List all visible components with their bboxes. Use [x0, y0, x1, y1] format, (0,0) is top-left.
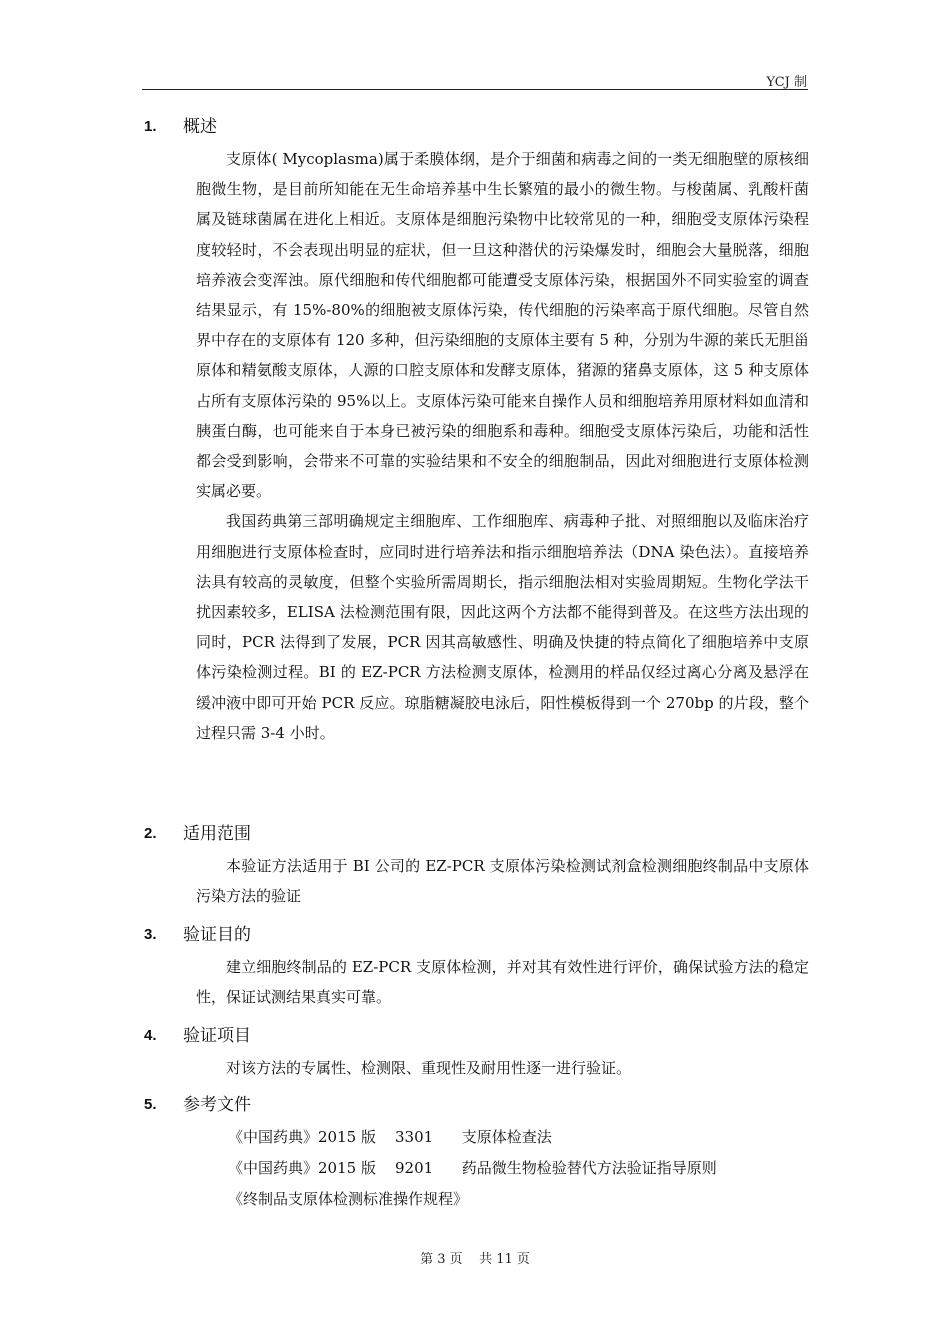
section-title: 参考文件	[183, 1095, 251, 1115]
section-number: 2.	[144, 825, 157, 842]
section-purpose	[142, 918, 812, 1012]
reference-item: 《中国药典》2015 版 9201 药品微生物检验替代方法验证指导原则	[228, 1159, 717, 1177]
paragraph: 对该方法的专属性、检测限、重现性及耐用性逐一进行验证。	[226, 1059, 632, 1077]
reference-item: 《终制品支原体检测标准操作规程》	[228, 1190, 469, 1208]
paragraph: 建立细胞终制品的 EZ-PCR 支原体检测，并对其有效性进行评价，确保试验方法的稳定性，保证试测结果真实可靠。	[196, 958, 809, 1007]
reference-item: 《中国药典》2015 版 3301 支原体检查法	[228, 1128, 552, 1146]
section-overview	[142, 110, 812, 748]
section-number: 1.	[144, 118, 157, 135]
paragraph: 支原体( Mycoplasma)属于柔膜体纲，是介于细菌和病毒之间的一类无细胞壁的原核细胞微生物，是目前所知能在无生命培养基中生长繁殖的最小的微生物。与梭菌属、乳酸杆菌属及链球菌属在进化上相近。支原体是细胞污染物中比较常见的一种，细胞受支原体污染程度较轻时，不会表现出明显的症状，但一旦这种潜伏的污染爆发时，细胞会大量脱落，细胞培养液会变浑浊。原代细胞和传代细胞都可能遭受支原体污染，根据国外不同实验室的调查结果显示，有 15%-80%的细胞被支原体污染，传代细胞的污染率高于原代细胞。尽管自然界中存在的支原体有 120 多种，但污染细胞的支原体主要有 5 种，分别为牛源的莱氏无胆甾原体和精氨酸支原体，人源的口腔支原体和发酵支原体，猪源的猪鼻支原体，这 5 种支原体占所有支原体污染的 95%以上。支原体污染可能来自操作人员和细胞培养用原材料如血清和胰蛋白酶，也可能来自于本身已被污染的细胞系和毒种。细胞受支原体污染后，功能和活性都会受到影响，会带来不可靠的实验结果和不安全的细胞制品，因此对细胞进行支原体检测实属必要。	[196, 150, 809, 501]
section-number: 5.	[144, 1096, 157, 1113]
section-number: 4.	[144, 1027, 157, 1044]
page-header: YCJ 制	[766, 75, 807, 90]
section-scope	[142, 817, 812, 911]
section-title: 验证项目	[183, 1026, 251, 1046]
section-heading	[142, 110, 812, 144]
section-title: 概述	[183, 117, 217, 137]
page-footer: 第 3 页 共 11 页	[420, 1252, 530, 1267]
section-number: 3.	[144, 926, 157, 943]
paragraph: 我国药典第三部明确规定主细胞库、工作细胞库、病毒种子批、对照细胞以及临床治疗用细胞进行支原体检查时，应同时进行培养法和指示细胞培养法（DNA 染色法）。直接培养法具有较高的灵敏度，但整个实验所需周期长，指示细胞法相对实验周期短。生物化学法干扰因素较多，ELISA 法检测范围有限，因此这两个方法都不能得到普及。在这些方法出现的同时，PCR 法得到了发展，PCR 因其高敏感性、明确及快捷的特点简化了细胞培养中支原体污染检测过程。BI 的 EZ-PCR 方法检测支原体，检测用的样品仅经过离心分离及悬浮在缓冲液中即可开始 PCR 反应。琼脂糖凝胶电泳后，阳性模板得到一个 270bp 的片段，整个过程只需 3-4 小时。	[196, 512, 809, 742]
section-heading	[142, 817, 812, 851]
section-heading	[142, 918, 812, 952]
section-heading	[142, 1019, 812, 1053]
section-references	[142, 1088, 812, 1215]
section-heading	[142, 1088, 812, 1122]
section-title: 适用范围	[183, 824, 251, 844]
paragraph: 本验证方法适用于 BI 公司的 EZ-PCR 支原体污染检测试剂盒检测细胞终制品中支原体污染方法的验证	[196, 857, 809, 906]
section-title: 验证目的	[183, 925, 251, 945]
header-rule	[142, 89, 808, 90]
section-items	[142, 1019, 812, 1083]
